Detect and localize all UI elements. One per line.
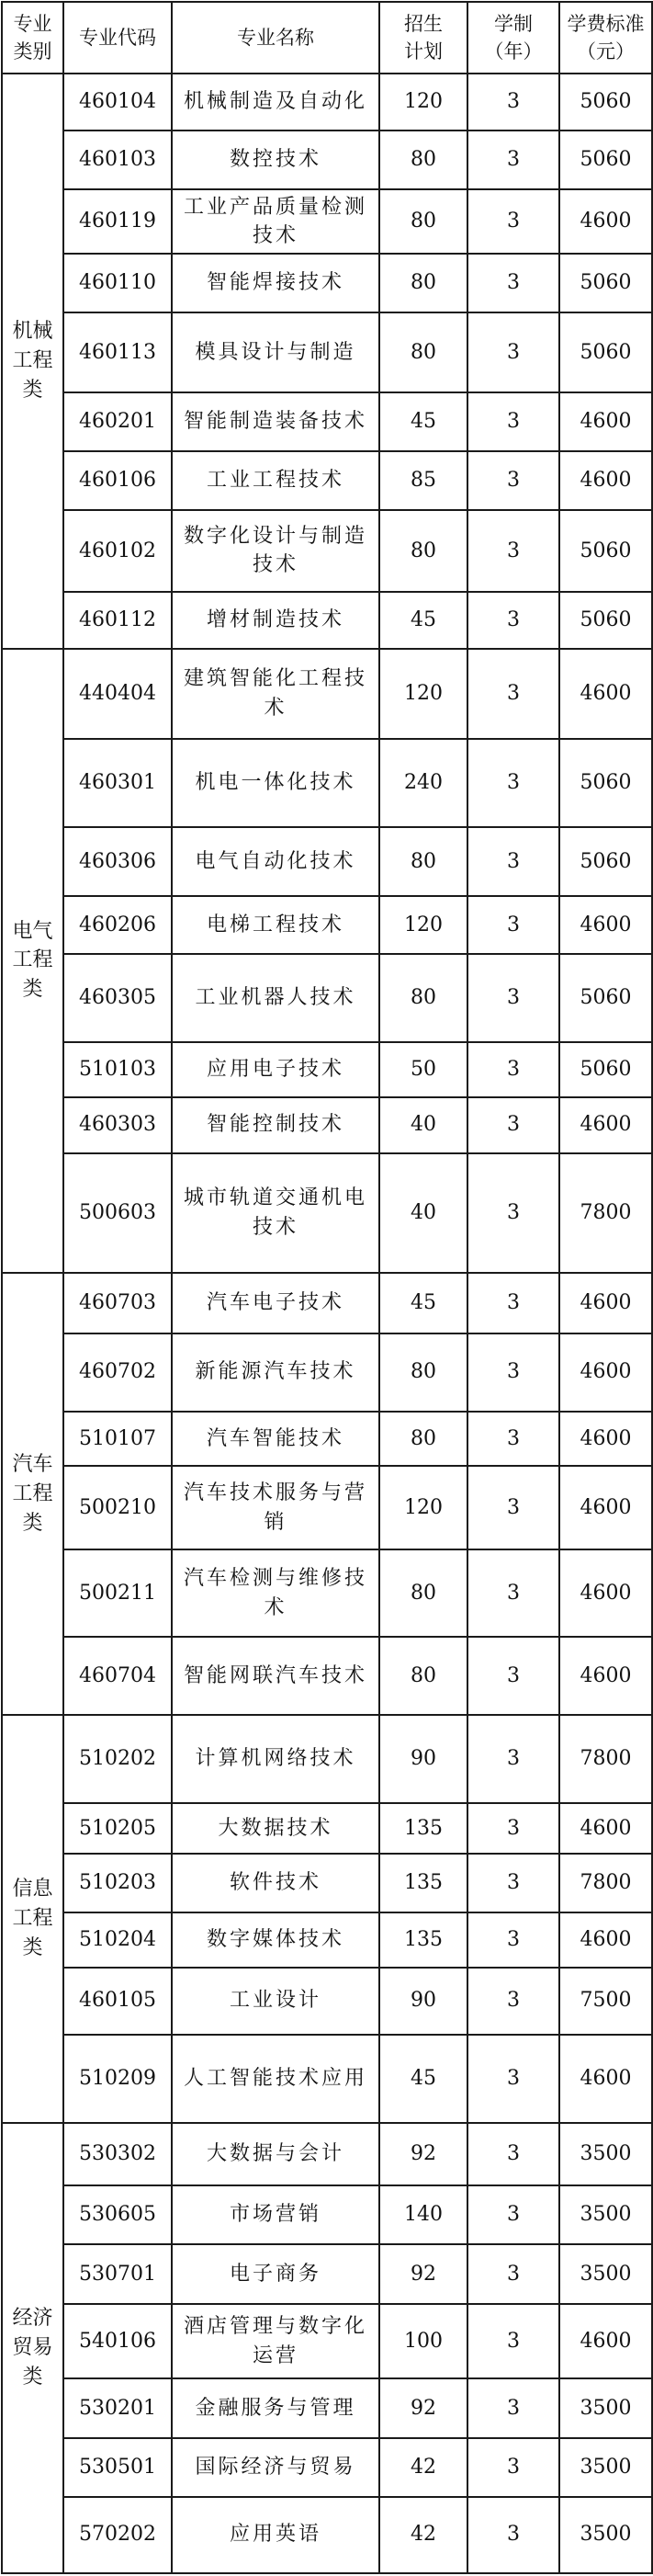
header-row (2, 2, 652, 74)
name-cell: 智能焊接技术 (172, 254, 379, 312)
plan-cell: 40 (379, 1097, 467, 1154)
category-cell: 经济 贸易 类 (2, 2123, 63, 2573)
table-row (2, 1466, 652, 1549)
plan-cell: 80 (379, 827, 467, 895)
name-cell: 数字媒体技术 (172, 1912, 379, 1968)
years-cell: 3 (467, 2438, 559, 2497)
fee-cell: 5060 (559, 1042, 652, 1097)
years-cell: 3 (467, 1333, 559, 1412)
table-row (2, 1637, 652, 1715)
table-row (2, 451, 652, 510)
years-cell: 3 (467, 74, 559, 131)
code-cell: 510103 (63, 1042, 172, 1097)
fee-cell: 4600 (559, 1097, 652, 1154)
fee-cell: 5060 (559, 312, 652, 392)
name-cell: 人工智能技术应用 (172, 2035, 379, 2123)
name-cell: 数控技术 (172, 131, 379, 190)
plan-cell: 42 (379, 2438, 467, 2497)
table-row (2, 896, 652, 955)
plan-cell: 45 (379, 2035, 467, 2123)
plan-cell: 80 (379, 189, 467, 254)
name-cell: 智能制造装备技术 (172, 392, 379, 451)
years-cell: 3 (467, 2497, 559, 2573)
plan-cell: 135 (379, 1803, 467, 1854)
years-cell: 3 (467, 2123, 559, 2185)
code-cell: 460704 (63, 1637, 172, 1715)
code-cell: 460201 (63, 392, 172, 451)
name-cell: 金融服务与管理 (172, 2378, 379, 2438)
years-cell: 3 (467, 451, 559, 510)
fee-cell: 5060 (559, 954, 652, 1042)
code-cell: 460301 (63, 739, 172, 828)
name-cell: 增材制造技术 (172, 592, 379, 649)
code-cell: 460106 (63, 451, 172, 510)
table-row (2, 254, 652, 312)
plan-cell: 90 (379, 1715, 467, 1803)
name-cell: 电梯工程技术 (172, 896, 379, 955)
plan-cell: 135 (379, 1854, 467, 1912)
category-cell: 电气 工程 类 (2, 649, 63, 1273)
table-row (2, 1854, 652, 1912)
name-cell: 工业设计 (172, 1968, 379, 2035)
years-cell: 3 (467, 1715, 559, 1803)
fee-cell: 4600 (559, 896, 652, 955)
name-cell: 建筑智能化工程技术 (172, 649, 379, 739)
fee-cell: 5060 (559, 739, 652, 828)
code-cell: 540106 (63, 2304, 172, 2378)
years-cell: 3 (467, 1854, 559, 1912)
years-cell: 3 (467, 2304, 559, 2378)
majors-table (1, 1, 653, 2574)
plan-cell: 80 (379, 131, 467, 190)
plan-cell: 92 (379, 2123, 467, 2185)
code-cell: 500210 (63, 1466, 172, 1549)
fee-cell: 3500 (559, 2123, 652, 2185)
name-cell: 大数据技术 (172, 1803, 379, 1854)
code-cell: 510202 (63, 1715, 172, 1803)
table-row (2, 74, 652, 131)
code-cell: 530302 (63, 2123, 172, 2185)
plan-cell: 80 (379, 1549, 467, 1638)
plan-cell: 80 (379, 1412, 467, 1467)
fee-cell: 5060 (559, 827, 652, 895)
code-cell: 460305 (63, 954, 172, 1042)
code-cell: 510209 (63, 2035, 172, 2123)
table-row (2, 1412, 652, 1467)
code-cell: 530201 (63, 2378, 172, 2438)
table-row (2, 2378, 652, 2438)
table-row (2, 954, 652, 1042)
years-cell: 3 (467, 1097, 559, 1154)
name-cell: 酒店管理与数字化运营 (172, 2304, 379, 2378)
years-cell: 3 (467, 2244, 559, 2304)
plan-cell: 90 (379, 1968, 467, 2035)
years-cell: 3 (467, 827, 559, 895)
code-cell: 460206 (63, 896, 172, 955)
years-cell: 3 (467, 896, 559, 955)
header-name: 专业名称 (172, 2, 379, 74)
table-row (2, 2304, 652, 2378)
header-category: 专业 类别 (2, 2, 63, 74)
table-row (2, 1803, 652, 1854)
fee-cell: 7500 (559, 1968, 652, 2035)
years-cell: 3 (467, 954, 559, 1042)
table-row (2, 2185, 652, 2245)
code-cell: 510203 (63, 1854, 172, 1912)
code-cell: 510107 (63, 1412, 172, 1467)
years-cell: 3 (467, 1412, 559, 1467)
name-cell: 汽车智能技术 (172, 1412, 379, 1467)
table-row (2, 510, 652, 592)
years-cell: 3 (467, 1549, 559, 1638)
code-cell: 510204 (63, 1912, 172, 1968)
fee-cell: 4600 (559, 1549, 652, 1638)
plan-cell: 92 (379, 2244, 467, 2304)
table-row (2, 1097, 652, 1154)
fee-cell: 3500 (559, 2378, 652, 2438)
table-row (2, 1912, 652, 1968)
fee-cell: 4600 (559, 1637, 652, 1715)
table-body (2, 74, 652, 2573)
plan-cell: 120 (379, 74, 467, 131)
name-cell: 数字化设计与制造技术 (172, 510, 379, 592)
code-cell: 460102 (63, 510, 172, 592)
table-row (2, 649, 652, 739)
years-cell: 3 (467, 1273, 559, 1333)
name-cell: 智能控制技术 (172, 1097, 379, 1154)
code-cell: 460306 (63, 827, 172, 895)
name-cell: 计算机网络技术 (172, 1715, 379, 1803)
plan-cell: 120 (379, 649, 467, 739)
header-code: 专业代码 (63, 2, 172, 74)
table-row (2, 2497, 652, 2573)
category-cell: 信息 工程 类 (2, 1715, 63, 2122)
table-row (2, 739, 652, 828)
table-row (2, 2244, 652, 2304)
name-cell: 汽车检测与维修技术 (172, 1549, 379, 1638)
fee-cell: 4600 (559, 1803, 652, 1854)
table-row (2, 1153, 652, 1273)
fee-cell: 7800 (559, 1854, 652, 1912)
plan-cell: 45 (379, 1273, 467, 1333)
table-row (2, 131, 652, 190)
table-row (2, 1968, 652, 2035)
fee-cell: 4600 (559, 2035, 652, 2123)
plan-cell: 80 (379, 254, 467, 312)
name-cell: 工业工程技术 (172, 451, 379, 510)
code-cell: 460110 (63, 254, 172, 312)
years-cell: 3 (467, 2378, 559, 2438)
years-cell: 3 (467, 392, 559, 451)
years-cell: 3 (467, 1153, 559, 1273)
plan-cell: 240 (379, 739, 467, 828)
name-cell: 汽车技术服务与营销 (172, 1466, 379, 1549)
fee-cell: 3500 (559, 2244, 652, 2304)
years-cell: 3 (467, 592, 559, 649)
table-row (2, 592, 652, 649)
plan-cell: 100 (379, 2304, 467, 2378)
name-cell: 应用英语 (172, 2497, 379, 2573)
table-row (2, 1715, 652, 1803)
table-row (2, 1042, 652, 1097)
fee-cell: 5060 (559, 131, 652, 190)
years-cell: 3 (467, 510, 559, 592)
name-cell: 工业机器人技术 (172, 954, 379, 1042)
fee-cell: 5060 (559, 510, 652, 592)
table-row (2, 2035, 652, 2123)
plan-cell: 80 (379, 1637, 467, 1715)
category-cell: 机械 工程 类 (2, 74, 63, 649)
code-cell: 460103 (63, 131, 172, 190)
fee-cell: 5060 (559, 74, 652, 131)
name-cell: 电子商务 (172, 2244, 379, 2304)
code-cell: 460303 (63, 1097, 172, 1154)
table-row (2, 312, 652, 392)
name-cell: 大数据与会计 (172, 2123, 379, 2185)
plan-cell: 92 (379, 2378, 467, 2438)
name-cell: 市场营销 (172, 2185, 379, 2245)
name-cell: 国际经济与贸易 (172, 2438, 379, 2497)
code-cell: 500603 (63, 1153, 172, 1273)
table-row (2, 392, 652, 451)
fee-cell: 3500 (559, 2438, 652, 2497)
code-cell: 460104 (63, 74, 172, 131)
code-cell: 460119 (63, 189, 172, 254)
plan-cell: 85 (379, 451, 467, 510)
name-cell: 汽车电子技术 (172, 1273, 379, 1333)
name-cell: 新能源汽车技术 (172, 1333, 379, 1412)
fee-cell: 4600 (559, 451, 652, 510)
code-cell: 460703 (63, 1273, 172, 1333)
fee-cell: 4600 (559, 1912, 652, 1968)
name-cell: 工业产品质量检测技术 (172, 189, 379, 254)
years-cell: 3 (467, 739, 559, 828)
code-cell: 460112 (63, 592, 172, 649)
years-cell: 3 (467, 1042, 559, 1097)
name-cell: 软件技术 (172, 1854, 379, 1912)
years-cell: 3 (467, 1912, 559, 1968)
plan-cell: 120 (379, 896, 467, 955)
code-cell: 510205 (63, 1803, 172, 1854)
plan-cell: 42 (379, 2497, 467, 2573)
fee-cell: 4600 (559, 189, 652, 254)
fee-cell: 5060 (559, 254, 652, 312)
code-cell: 570202 (63, 2497, 172, 2573)
name-cell: 模具设计与制造 (172, 312, 379, 392)
years-cell: 3 (467, 2035, 559, 2123)
name-cell: 智能网联汽车技术 (172, 1637, 379, 1715)
code-cell: 460113 (63, 312, 172, 392)
years-cell: 3 (467, 649, 559, 739)
header-fee: 学费标准 （元） (559, 2, 652, 74)
fee-cell: 4600 (559, 1466, 652, 1549)
years-cell: 3 (467, 254, 559, 312)
years-cell: 3 (467, 1466, 559, 1549)
plan-cell: 45 (379, 392, 467, 451)
years-cell: 3 (467, 1968, 559, 2035)
name-cell: 机电一体化技术 (172, 739, 379, 828)
fee-cell: 5060 (559, 592, 652, 649)
fee-cell: 4600 (559, 392, 652, 451)
name-cell: 机械制造及自动化 (172, 74, 379, 131)
years-cell: 3 (467, 131, 559, 190)
name-cell: 应用电子技术 (172, 1042, 379, 1097)
table-row (2, 1273, 652, 1333)
code-cell: 530605 (63, 2185, 172, 2245)
code-cell: 500211 (63, 1549, 172, 1638)
header-years: 学制 （年） (467, 2, 559, 74)
plan-cell: 80 (379, 1333, 467, 1412)
fee-cell: 7800 (559, 1153, 652, 1273)
years-cell: 3 (467, 1637, 559, 1715)
table-row (2, 1333, 652, 1412)
code-cell: 440404 (63, 649, 172, 739)
plan-cell: 80 (379, 954, 467, 1042)
code-cell: 530701 (63, 2244, 172, 2304)
years-cell: 3 (467, 2185, 559, 2245)
fee-cell: 7800 (559, 1715, 652, 1803)
plan-cell: 140 (379, 2185, 467, 2245)
years-cell: 3 (467, 1803, 559, 1854)
plan-cell: 40 (379, 1153, 467, 1273)
name-cell: 电气自动化技术 (172, 827, 379, 895)
table-row (2, 2123, 652, 2185)
fee-cell: 4600 (559, 649, 652, 739)
header-plan: 招生 计划 (379, 2, 467, 74)
table-row (2, 2438, 652, 2497)
code-cell: 530501 (63, 2438, 172, 2497)
plan-cell: 80 (379, 510, 467, 592)
name-cell: 城市轨道交通机电技术 (172, 1153, 379, 1273)
fee-cell: 3500 (559, 2497, 652, 2573)
fee-cell: 4600 (559, 1333, 652, 1412)
code-cell: 460702 (63, 1333, 172, 1412)
plan-cell: 120 (379, 1466, 467, 1549)
years-cell: 3 (467, 312, 559, 392)
code-cell: 460105 (63, 1968, 172, 2035)
fee-cell: 4600 (559, 1412, 652, 1467)
table-row (2, 189, 652, 254)
years-cell: 3 (467, 189, 559, 254)
fee-cell: 4600 (559, 1273, 652, 1333)
table-row (2, 827, 652, 895)
fee-cell: 3500 (559, 2185, 652, 2245)
fee-cell: 4600 (559, 2304, 652, 2378)
plan-cell: 80 (379, 312, 467, 392)
plan-cell: 50 (379, 1042, 467, 1097)
category-cell: 汽车 工程 类 (2, 1273, 63, 1715)
plan-cell: 45 (379, 592, 467, 649)
table-row (2, 1549, 652, 1638)
plan-cell: 135 (379, 1912, 467, 1968)
